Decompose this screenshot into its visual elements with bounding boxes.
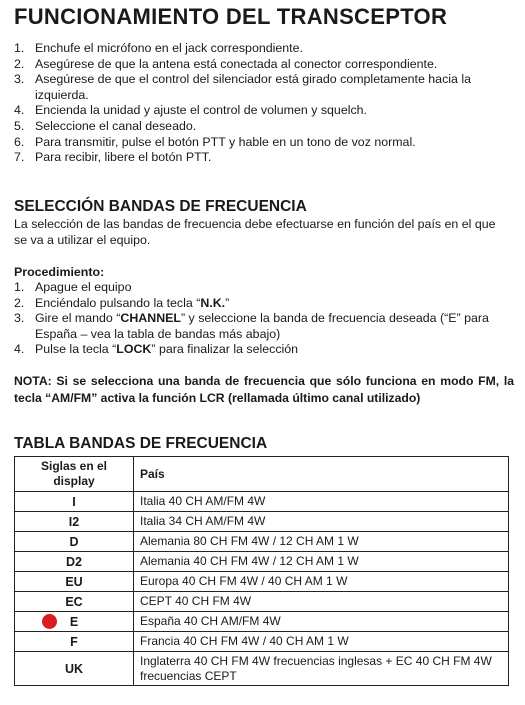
band-code-cell <box>15 572 134 592</box>
procedure-step <box>14 280 512 296</box>
step-text: Enchufe el micrófono en el jack correspondiente. <box>35 41 303 55</box>
step-number: 2. <box>14 56 25 71</box>
step-number: 3. <box>14 311 25 326</box>
band-code-cell <box>15 652 134 686</box>
step-key-label: LOCK <box>116 342 152 357</box>
band-table-header-row <box>15 457 509 492</box>
step-text: Seleccione el canal deseado. <box>35 118 197 133</box>
band-code: UK <box>64 661 84 676</box>
band-country-cell: CEPT 40 CH FM 4W <box>134 592 509 612</box>
band-table-heading: TABLA BANDAS DE FRECUENCIA <box>14 435 268 452</box>
step-text: Asegúrese de que el control del silenciador está girado completamente hacia la izquierda. <box>35 72 472 102</box>
band-selection-heading: SELECCIÓN BANDAS DE FRECUENCIA <box>14 198 307 215</box>
band-code-cell <box>15 552 134 572</box>
page-title: FUNCIONAMIENTO DEL TRANSCEPTOR <box>14 4 448 29</box>
band-country-cell: Italia 40 CH AM/FM 4W <box>134 492 509 512</box>
operation-step <box>14 150 512 166</box>
step-number: 5. <box>14 118 25 133</box>
procedure-step <box>14 296 512 312</box>
step-number: 3. <box>14 72 25 87</box>
step-text: Para transmitir, pulse el botón PTT y hable en un tono de voz normal. <box>35 134 416 149</box>
step-text: Encienda la unidad y ajuste el control de volumen y squelch. <box>35 103 368 118</box>
operation-step <box>14 72 512 103</box>
step-text: ” y seleccione la banda de frecuencia deseada (“E” para España – vea la tabla de bandas más abajo) <box>35 311 489 341</box>
step-text: Gire el mando “ <box>35 311 121 326</box>
selected-band-marker-icon <box>42 614 57 629</box>
operation-step <box>14 57 512 73</box>
operation-steps-list <box>14 41 512 166</box>
step-text: ” <box>225 295 230 310</box>
table-row <box>15 512 509 532</box>
band-selection-intro: La selección de las bandas de frecuencia debe efectuarse en función del país en el que se va a utilizar el equipo. <box>14 217 496 247</box>
procedure-steps-list <box>14 280 512 358</box>
band-country-cell: Alemania 80 CH FM 4W / 12 CH AM 1 W <box>134 532 509 552</box>
band-country-cell: España 40 CH AM/FM 4W <box>134 612 509 632</box>
band-table <box>14 456 509 686</box>
step-number: 4. <box>14 103 25 118</box>
operation-step <box>14 119 512 135</box>
band-table-body <box>15 492 509 686</box>
column-header-code: Siglas en el display <box>15 457 134 492</box>
step-number: 1. <box>14 41 25 55</box>
table-row <box>15 632 509 652</box>
table-row <box>15 572 509 592</box>
band-code-cell <box>15 592 134 612</box>
band-code: D <box>69 534 79 549</box>
step-key-label: N.K. <box>200 295 226 310</box>
step-key-label: CHANNEL <box>120 311 181 326</box>
step-text: Pulse la tecla “ <box>35 342 117 357</box>
step-number: 2. <box>14 295 25 310</box>
operation-step <box>14 103 512 119</box>
band-code: D2 <box>66 554 82 569</box>
step-number: 4. <box>14 342 25 357</box>
band-code: EU <box>65 574 83 589</box>
procedure-step <box>14 311 512 342</box>
step-text: Apague el equipo <box>35 280 132 294</box>
procedure-step <box>14 342 512 358</box>
band-code: I2 <box>68 514 80 529</box>
procedure-heading: Procedimiento: <box>14 265 105 279</box>
band-code-cell <box>15 612 134 632</box>
band-code-cell <box>15 532 134 552</box>
band-code: E <box>69 614 79 629</box>
band-code: F <box>70 634 78 649</box>
step-number: 7. <box>14 150 25 165</box>
table-row <box>15 552 509 572</box>
band-country-cell: Francia 40 CH FM 4W / 40 CH AM 1 W <box>134 632 509 652</box>
step-number: 1. <box>14 280 25 294</box>
band-code-cell <box>15 492 134 512</box>
step-number: 6. <box>14 134 25 149</box>
band-code: I <box>72 494 76 509</box>
step-text: Enciéndalo pulsando la tecla “ <box>35 295 201 310</box>
column-header-country: País <box>134 457 509 492</box>
table-row <box>15 592 509 612</box>
band-country-cell: Inglaterra 40 CH FM 4W frecuencias inglesas + EC 40 CH FM 4W frecuencias CEPT <box>134 652 509 686</box>
band-country-cell: Europa 40 CH FM 4W / 40 CH AM 1 W <box>134 572 509 592</box>
operation-step <box>14 135 512 151</box>
band-code-cell <box>15 632 134 652</box>
note-text: NOTA: Si se selecciona una banda de frecuencia que sólo funciona en modo FM, la tecla “AM/FM” activa la función LCR (rellamada último canal utilizado) <box>14 374 514 405</box>
table-row <box>15 612 509 632</box>
table-row <box>15 492 509 512</box>
band-code-cell <box>15 512 134 532</box>
operation-step <box>14 41 512 57</box>
step-text: Para recibir, libere el botón PTT. <box>35 150 212 165</box>
step-text: Asegúrese de que la antena está conectada al conector correspondiente. <box>35 56 438 71</box>
table-row <box>15 532 509 552</box>
band-country-cell: Italia 34 CH AM/FM 4W <box>134 512 509 532</box>
band-country-cell: Alemania 40 CH FM 4W / 12 CH AM 1 W <box>134 552 509 572</box>
table-row <box>15 652 509 686</box>
band-code: EC <box>65 594 83 609</box>
step-text: ” para finalizar la selección <box>151 342 299 357</box>
